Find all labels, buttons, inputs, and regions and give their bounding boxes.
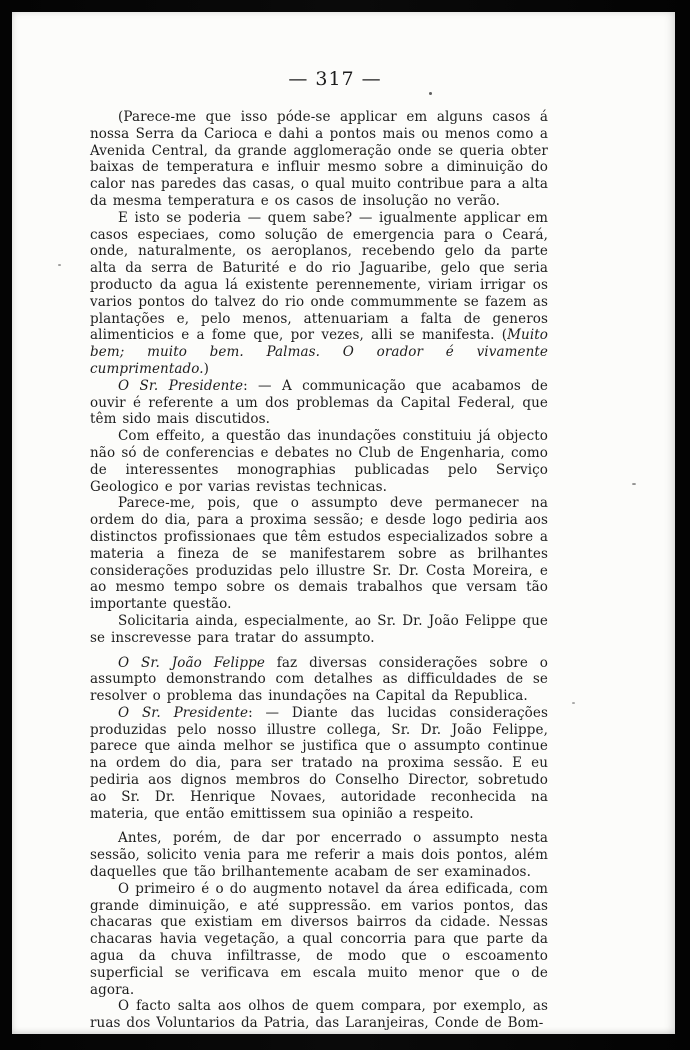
paragraph — [90, 830, 548, 880]
paragraph-segment-italic: O Sr. João Felippe — [118, 654, 265, 671]
paragraph — [90, 705, 548, 823]
scan-noise-speck — [572, 702, 575, 704]
paragraph — [90, 210, 548, 378]
paragraph-segment-italic: O Sr. Presidente — [118, 704, 249, 721]
paragraph-segment: O facto salta aos olhos de quem compara, por exemplo, as ruas dos Voluntarios da Patria, das Laranjeiras, Conde de Bom- — [90, 998, 548, 1032]
paragraph-segment: ) — [203, 360, 210, 377]
paragraph-segment: : — A communicação que acabamos de ouvir é referente a um dos problemas da Capital Federal, que têm sido mais discutidos. — [90, 377, 548, 428]
paragraph — [90, 428, 548, 495]
paragraph-segment: Antes, porém, de dar por encerrado o assumpto nesta sessão, solicito venia para me referir a mais dois pontos, além daquelles que tão brilhantemente acabam de ser examinados. — [90, 830, 548, 881]
paragraph-segment: Parece-me, pois, que o assumpto deve permanecer na ordem do dia, para a proxima sessão; e desde logo pediria aos distinctos profissionaes que têm estudos especializados sobre a materia a fineza de se manifestarem sobre as brilhantes considerações produzidas pelo illustre Sr. Dr. Costa Moreira, e ao mesmo tempo sobre os demais trabalhos que versam tão importante questão. — [90, 495, 548, 613]
paragraph — [90, 109, 548, 210]
scan-noise-speck — [429, 92, 432, 95]
paragraph — [90, 378, 548, 428]
scan-noise-speck — [632, 483, 636, 485]
page-body — [90, 109, 548, 1032]
scanned-page — [12, 12, 675, 1034]
paragraph — [90, 495, 548, 613]
paragraph — [90, 998, 548, 1032]
paragraph-segment: E isto se poderia — quem sabe? — igualmente applicar em casos especiaes, como solução de emergencia para o Ceará, onde, naturalmente, os aeroplanos, recebendo gelo da parte alta da serra de Baturité e do rio Jaguaribe, gelo que seria producto da agua lá existente perennemente, viriam irrigar os varios pontos do talvez do rio onde commummente se fazem as plantações e, pelo menos, attenuariam a falta de generos alimenticios e a fome que, por vezes, alli se manifesta. ( — [90, 209, 548, 344]
scan-noise-speck — [58, 264, 61, 266]
paragraph-segment-italic: Muito bem; muito bem. Palmas. O orador é vivamente cumprimentado. — [90, 327, 548, 377]
paragraph-segment: O primeiro é o do augmento notavel da área edificada, com grande diminuição, e até suppressão. em varios pontos, das chacaras que existiam em diversos bairros da cidade. Nessas chacaras havia vegetação, a qual concorria para que parte da agua da chuva infiltrasse, de modo que o escoamento superficial se verificava em escala muito menor que o de agora. — [90, 880, 548, 998]
paragraph — [90, 613, 548, 647]
paragraph — [90, 881, 548, 999]
paragraph-segment: faz diversas considerações sobre o assumpto demonstrando com detalhes as difficuldades de se resolver o problema das inundações na Capital da Republica. — [90, 654, 549, 705]
paragraph-segment: Solicitaria ainda, especialmente, ao Sr. Dr. João Felippe que se inscrevesse para tratar do assumpto. — [90, 612, 548, 646]
paragraph — [90, 655, 548, 705]
paragraph-segment: Com effeito, a questão das inundações constituiu já objecto não só de conferencias e debates no Club de Engenharia, como de interessentes monographias publicadas pelo Serviço Geologico e por varias revistas technicas. — [90, 428, 548, 495]
paragraph-segment: (Parece-me que isso póde-se applicar em alguns casos á nossa Serra da Carioca e dahi a pontos mais ou menos como a Avenida Central, da grande agglomeração onde se queria obter baixas de temperatura e influir mesmo sobre a diminuição do calor nas paredes das casas, o qual muito contribue para a alta da mesma temperatura e os casos de insolução no verão. — [90, 109, 548, 209]
paragraph-segment-italic: O Sr. Presidente — [118, 377, 244, 394]
paragraph-segment: : — Diante das lucidas considerações produzidas pelo nosso illustre collega, Sr. Dr. João Felippe, parece que ainda melhor se justifica que o assumpto continue na ordem do dia, para ser tratado na proxima sessão. E eu pediria aos dignos membros do Conselho Director, sobretudo ao Sr. Dr. Henrique Novaes, autoridade reconhecida na materia, que então emittissem sua opinião a respeito. — [90, 704, 548, 822]
page-number: — 317 — — [288, 68, 382, 90]
